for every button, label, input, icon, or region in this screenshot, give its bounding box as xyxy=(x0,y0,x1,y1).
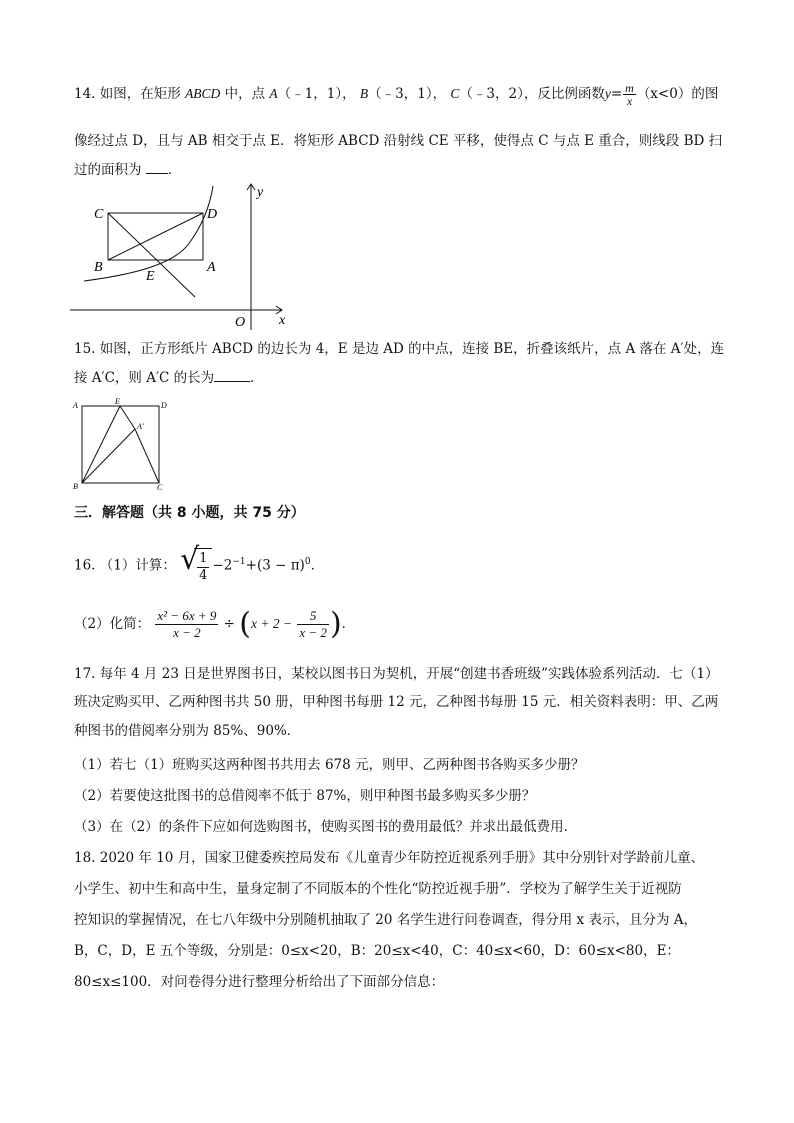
q15-line2: 接 A′C，则 A′C 的长为 ． xyxy=(74,370,264,386)
fraction-main: $\frac{\text{x² − 6x + 9}}{x - 2}$ xyxy=(157,608,217,640)
segment-ba1 xyxy=(82,429,135,483)
q14-line3: 过的面积为 ． xyxy=(74,162,182,178)
label-b: B xyxy=(94,260,103,275)
segment-be xyxy=(82,406,120,483)
label-o: O xyxy=(235,315,246,330)
label-y: y xyxy=(257,185,264,200)
q17-line1: 17. 每年 4 月 23 日是世界图书日，某校以图书日为契机，开展“创建书香班级”实践体验系列活动．七（1） xyxy=(74,666,719,682)
q16-part2: （2）化简： $\frac{\text{x² − 6x + 9}}{x - 2}$ ÷ (x + 2 − $\frac{5}{x - 2}$ )． xyxy=(74,606,356,642)
answer-blank xyxy=(146,161,168,174)
label-b: B xyxy=(73,482,78,490)
label-a: A xyxy=(207,260,216,275)
segment-a1c xyxy=(135,429,159,483)
right-paren-icon: ) xyxy=(329,606,342,642)
q18-line4: B，C，D，E 五个等级，分别是：0≤x<20，B：20≤x<40，C：40≤x<60，D：60≤x<80，E： xyxy=(74,943,680,959)
label-c: C xyxy=(157,483,163,490)
fraction-m-over-x: $\frac{m}{x}$ xyxy=(625,81,634,108)
left-paren-icon: ( xyxy=(239,606,251,642)
q15-line1: 15. 如图，正方形纸片 ABCD 的边长为 4，E 是边 AD 的中点，连接 BE，折叠该纸片，点 A 落在 A′处，连 xyxy=(74,341,725,357)
segment-ea1 xyxy=(120,406,135,429)
q14-figure xyxy=(70,180,300,335)
sqrt-expression: √ $\frac{1}{4}$ xyxy=(180,548,212,584)
answer-blank xyxy=(214,369,250,382)
rect-name: ABCD xyxy=(185,86,221,101)
hyperbola-curve xyxy=(84,186,213,281)
q17-sub2: （2）若要使这批图书的总借阅率不低于 87%，则甲种图书最多购买多少册？ xyxy=(74,788,536,804)
section-heading: 三．解答题（共 8 小题，共 75 分） xyxy=(74,505,305,521)
q15-figure xyxy=(70,398,170,490)
q17-sub1: （1）若七（1）班购买这两种图书共用去 678 元，则甲、乙两种图书各购买多少册？ xyxy=(74,757,585,773)
q17-sub3: （3）在（2）的条件下应如何选购图书，使购买图书的费用最低？并求出最低费用． xyxy=(74,819,578,835)
label-e: E xyxy=(115,398,120,406)
label-x: x xyxy=(279,313,286,328)
q14-line2: 像经过点 D，且与 AB 相交于点 E．将矩形 ABCD 沿射线 CE 平移，使得点 C 与点 E 重合，则线段 BD 扫 xyxy=(74,133,723,149)
q18-line3: 控知识的掌握情况，在七八年级中分别随机抽取了 20 名学生进行问卷调查，得分用 x 表示，且分为 A， xyxy=(74,912,697,928)
line-ce xyxy=(108,213,195,297)
label-c: C xyxy=(94,207,104,222)
label-a: A xyxy=(73,401,78,410)
q14-line1: 14. 如图，在矩形 ABCD 中，点 A（﹣1，1）， B（﹣3，1）， C（﹣3，2），反比例函数y= $\frac{m}{x}$ （x<0）的图 xyxy=(74,81,719,108)
label-a-prime: A' xyxy=(137,422,144,431)
label-d: D xyxy=(207,207,218,222)
sqrt-icon: √ xyxy=(180,542,200,577)
fraction-inner: $\frac{5}{x - 2}$ xyxy=(299,608,327,640)
label-e: E xyxy=(146,269,155,284)
q18-line1: 18. 2020 年 10 月，国家卫健委疾控局发布《儿童青少年防控近视系列手册》其中分别针对学龄前儿童、 xyxy=(74,850,705,866)
q17-line2: 班决定购买甲、乙两种图书共 50 册，甲种图书每册 12 元，乙种图书每册 15 元．相关资料表明：甲、乙两 xyxy=(74,694,719,710)
q18-line5: 80≤x≤100．对问卷得分进行整理分析给出了下面部分信息： xyxy=(74,974,445,990)
q18-line2: 小学生、初中生和高中生，量身定制了不同版本的个性化“防控近视手册”．学校为了解学生关于近视防 xyxy=(74,881,682,897)
q17-line3: 种图书的借阅率分别为 85%、90%． xyxy=(74,723,301,739)
q16-part1: 16. （1）计算： √ $\frac{1}{4}$ $-2^{-1}+(3 - \pi)^0$． xyxy=(74,542,325,583)
line-bd xyxy=(108,213,203,260)
label-d: D xyxy=(161,401,167,410)
